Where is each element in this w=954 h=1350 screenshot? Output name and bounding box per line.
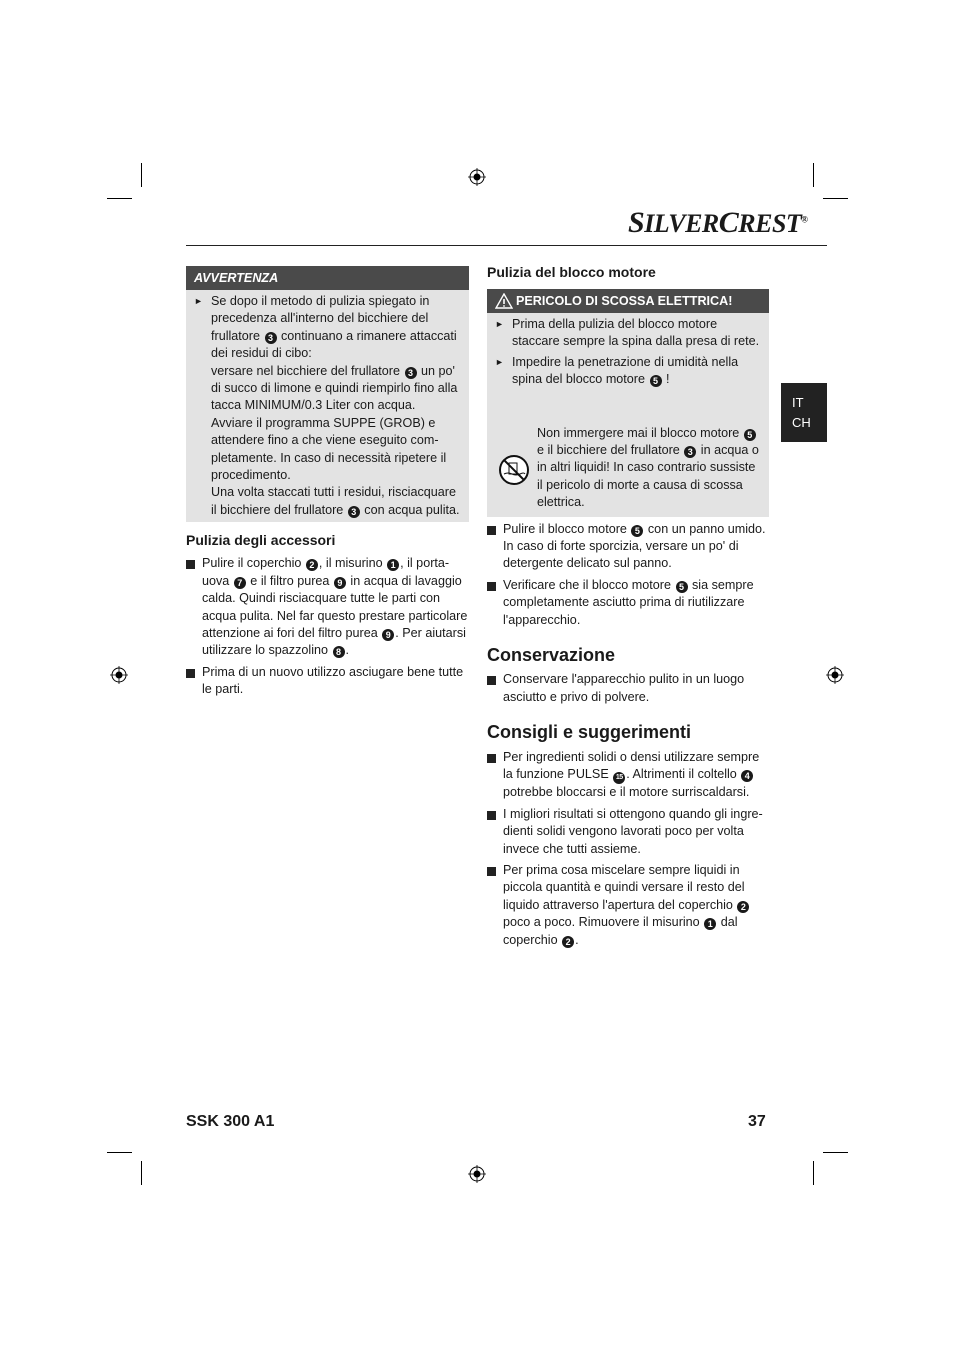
crop-mark: [141, 163, 142, 187]
registration-mark-icon: [468, 168, 486, 186]
square-bullet-icon: [487, 676, 496, 685]
warning-box: [186, 266, 469, 522]
square-bullet-icon: [487, 582, 496, 591]
danger-item: ► Impedire la penetrazione di umidità nella spina del blocco motore 5 !: [495, 354, 739, 387]
list-item: Per prima cosa miscelare sempre liquidi in piccola quantità e quindi versare il resto del liquido attraverso l'apertura del coperchio 2 poco a poco. Rimuovere il misurino 1 dal coperchio 2 .: [487, 862, 769, 949]
storage-heading: Conservazione: [487, 645, 616, 666]
list-item: Pulire il blocco motore 5 con un panno umido. In caso di forte sporcizia, versare un po' di detergente delicato sul panno.: [487, 521, 769, 573]
motor-cleaning-heading: Pulizia del blocco motore: [487, 264, 656, 280]
warning-triangle-icon: [495, 293, 513, 309]
right-column: [487, 263, 769, 949]
crop-mark: [813, 163, 814, 187]
list-item: Conservare l'apparecchio pulito in un luogo asciutto e privo di polvere.: [487, 671, 769, 706]
brand-logo: SILVERCREST®: [628, 206, 808, 239]
square-bullet-icon: [487, 811, 496, 820]
tips-heading: Consigli e suggerimenti: [487, 721, 692, 742]
crop-mark: [141, 1161, 142, 1185]
list-item: Pulire il coperchio 2 , il misurino 1 , il porta-uova 7 e il filtro purea 9 in acqua di lavaggio calda. Quindi risciacquare tutte le parti con acqua pulita. Nel far questo prestare particolare attenzione ai fori del filtro purea 9 . Per aiutarsi utilizzare lo spazzolino 8 .: [186, 555, 469, 659]
model-number: SSK 300 A1: [186, 1113, 275, 1130]
list-item: Per ingredienti solidi o densi utilizzare sempre la funzione PULSE 15 . Altrimenti il coltello 4 potrebbe bloccarsi e il motore surriscaldarsi.: [487, 749, 769, 802]
warning-item: ► Se dopo il metodo di pulizia spiegato in precedenza all'interno del bicchiere del frullatore 3 continuano a rimanere attaccati dei residui di cibo: versare nel bicchiere del frullatore 3 un po' di succo di limone e quindi riempirlo fino alla tacca MINIMUM/0.3 Liter con acqua. Avviare il programma SUPPE (GROB) e attendere fino a che viene eseguito com-pletamente. In caso di necessità ripetere il procedimento. Una volta staccati tutti i residui, risciacquare il bicchiere del frullatore 3 con acqua pulita.: [194, 294, 460, 517]
danger-box: [487, 289, 769, 517]
crop-mark: [107, 198, 132, 199]
registration-mark-icon: [468, 1165, 486, 1183]
accessories-heading: Pulizia degli accessori: [186, 532, 336, 549]
no-water-immersion-icon: [498, 454, 530, 486]
page-number: 37: [748, 1113, 766, 1130]
registration-mark-icon: [110, 666, 128, 684]
crop-mark: [823, 198, 848, 199]
danger-header: [487, 289, 769, 313]
registration-mark-icon: [826, 666, 844, 684]
list-item: Prima di un nuovo utilizzo asciugare bene tutte le parti.: [186, 664, 469, 699]
square-bullet-icon: [186, 560, 195, 569]
square-bullet-icon: [487, 867, 496, 876]
list-item: Verificare che il blocco motore 5 sia sempre completamente asciutto prima di riutilizzare l'apparecchio.: [487, 577, 769, 629]
warning-title: AVVERTENZA: [186, 266, 469, 290]
list-item: I migliori risultati si ottengono quando gli ingre-dienti solidi vengono lavorati poco per volta invece che tutti assieme.: [487, 806, 769, 858]
danger-title: PERICOLO DI SCOSSA ELETTRICA!: [516, 294, 733, 308]
crop-mark: [823, 1152, 848, 1153]
no-immersion-warning: Non immergere mai il blocco motore 5 e il bicchiere del frullatore 3 in acqua o in altri liquidi! In caso contrario sussiste il pericolo di morte a causa di scossa elettrica.: [495, 389, 765, 514]
language-tab: IT CH: [781, 383, 827, 442]
triangle-bullet-icon: ►: [194, 296, 203, 306]
triangle-bullet-icon: ►: [495, 356, 504, 367]
crop-mark: [813, 1161, 814, 1185]
square-bullet-icon: [487, 526, 496, 535]
triangle-bullet-icon: ►: [495, 319, 504, 329]
square-bullet-icon: [186, 669, 195, 678]
left-column: [186, 266, 469, 699]
danger-item: ► Prima della pulizia del blocco motore staccare sempre la spina dalla presa di rete.: [495, 317, 760, 349]
crop-mark: [107, 1152, 132, 1153]
header-rule: [186, 245, 827, 246]
square-bullet-icon: [487, 754, 496, 763]
